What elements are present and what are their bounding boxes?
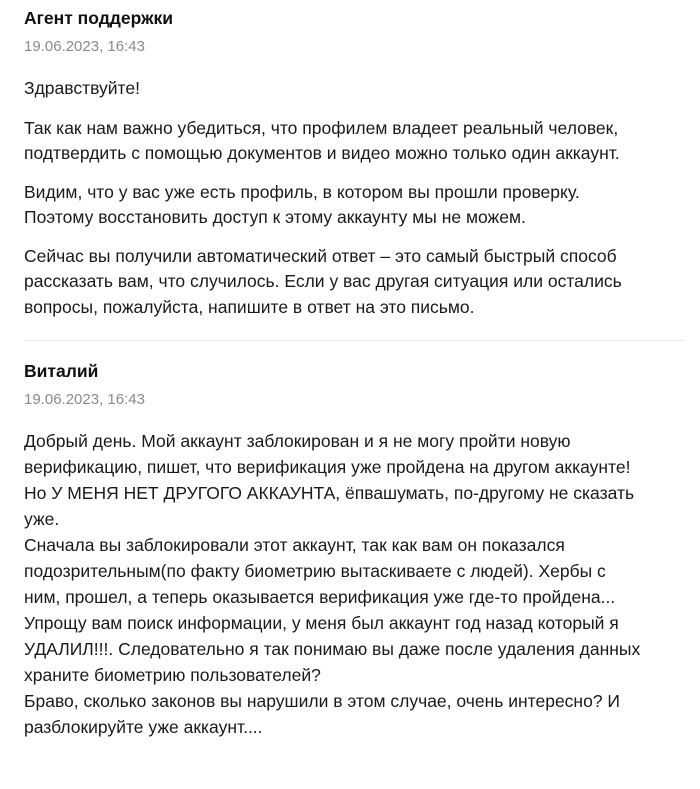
message-paragraph: Добрый день. Мой аккаунт заблокирован и я не могу пройти новую верификацию, пишет, что верификация уже пройдена на другом аккаунте! Но У МЕНЯ НЕТ ДРУГОГО АККАУНТА, ёпвашумать, по-другому не сказать уже. Сначала вы заблокировали этот аккаунт, так как вам он показался подозрительным(по факту биометрию вытаскиваете с людей). Хербы с ним, прошел, а теперь оказывается верификация уже где-то пройдена... Упрощу вам поиск информации, у меня был аккаунт год назад который я УДАЛИЛ!!!. Следовательно я так понимаю вы даже после удаления данных храните биометрию пользователей? Браво, сколько законов вы нарушили в этом случае, очень интересно? И разблокируйте уже аккаунт....: [24, 431, 641, 737]
message-date: 19.06.2023, 16:43: [24, 391, 145, 408]
message-paragraph: Здравствуйте!: [24, 78, 140, 98]
message-paragraph: Сейчас вы получили автоматический ответ – это самый быстрый способ рассказать вам, что случилось. Если у вас другая ситуация или остались вопросы, пожалуйста, напишите в ответ на это письмо.: [24, 245, 622, 317]
message-author: Виталий: [24, 361, 99, 381]
user-message: [24, 341, 684, 740]
message-date: 19.06.2023, 16:43: [24, 38, 145, 55]
message-author: Агент поддержки: [24, 8, 174, 28]
message-paragraph: Видим, что у вас уже есть профиль, в котором вы прошли проверку. Поэтому восстановить доступ к этому аккаунту мы не можем.: [24, 181, 580, 227]
message-paragraph: Так как нам важно убедиться, что профилем владеет реальный человек, подтвердить с помощью документов и видео можно только один аккаунт.: [24, 117, 620, 163]
support-agent-message: [24, 0, 684, 320]
